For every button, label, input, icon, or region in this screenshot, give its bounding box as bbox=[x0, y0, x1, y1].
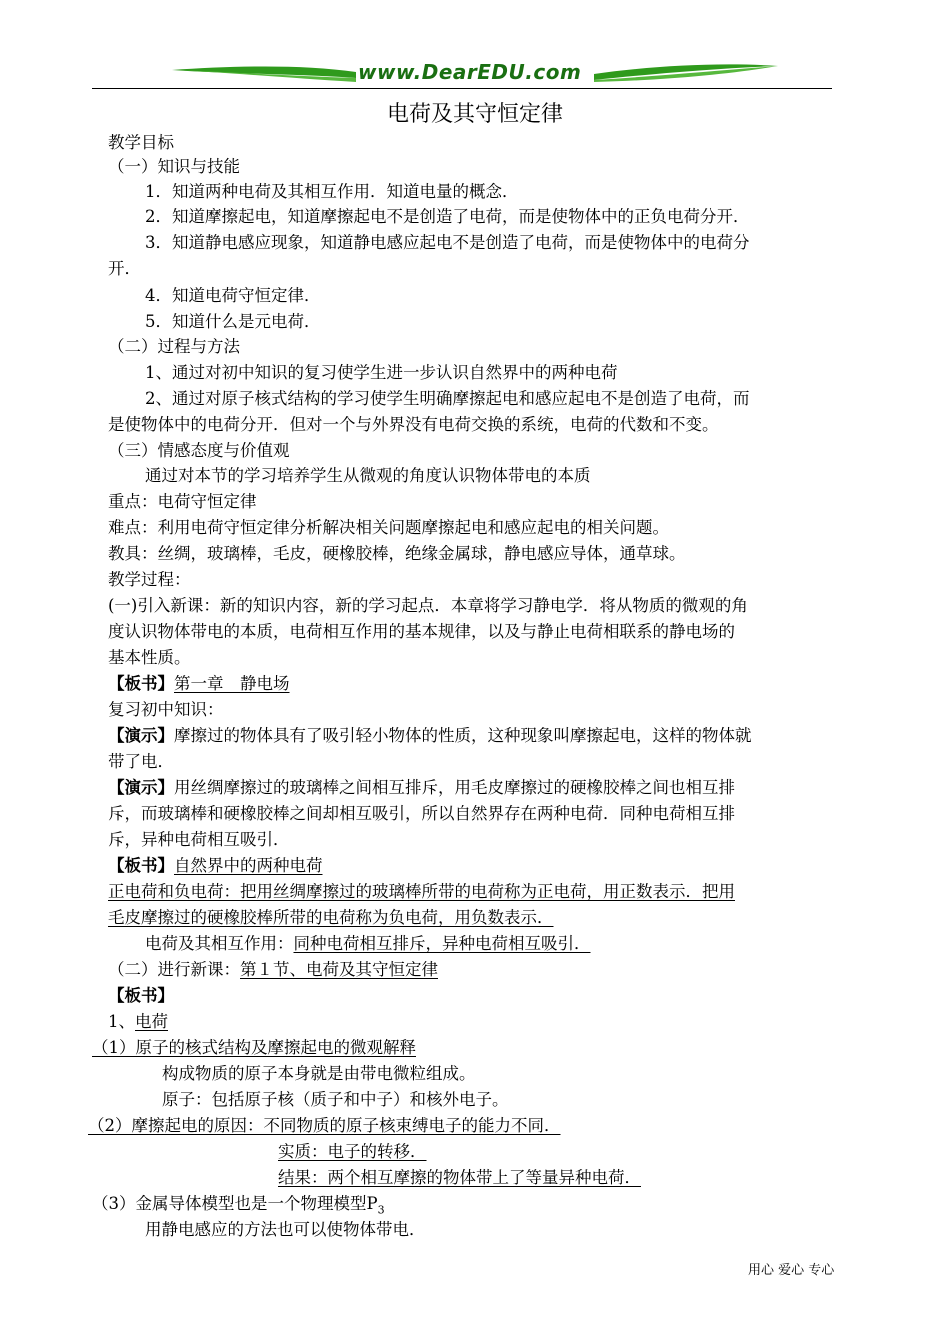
board-label: 【板书】 bbox=[108, 856, 174, 875]
line-board: 【板书】 bbox=[108, 986, 174, 1005]
line-intro-1: (一)引入新课：新的知识内容，新的学习起点．本章将学习静电学．将从物质的微观的角 bbox=[108, 596, 748, 615]
line-attitude: 通过对本节的学习培养学生从微观的角度认识物体带电的本质 bbox=[145, 466, 591, 485]
line-section-1: （一）知识与技能 bbox=[108, 157, 240, 176]
site-url: www.DearEDU.com bbox=[358, 60, 582, 84]
new-lesson-label: （二）进行新课： bbox=[108, 960, 240, 979]
line-key-point: 重点：电荷守恒定律 bbox=[108, 492, 257, 511]
line-demo-2 bbox=[108, 776, 735, 800]
line-section-3: （三）情感态度与价值观 bbox=[108, 441, 290, 460]
site-banner bbox=[170, 56, 780, 92]
line-atom-composition: 构成物质的原子本身就是由带电微粒组成。 bbox=[162, 1064, 476, 1083]
chapter-title: 第一章 静电场 bbox=[174, 674, 290, 693]
charge-number: 1、 bbox=[108, 1012, 135, 1031]
line-review: 复习初中知识： bbox=[108, 700, 224, 719]
line-demo-1 bbox=[108, 724, 752, 748]
line-positive-negative: 正电荷和负电荷：把用丝绸摩擦过的玻璃棒所带的电荷称为正电荷，用正数表示．把用 bbox=[108, 882, 735, 901]
line-friction-cause: （2）摩擦起电的原因：不同物质的原子核束缚电子的能力不同． bbox=[88, 1116, 561, 1135]
line-board-two-charges bbox=[108, 854, 323, 878]
line-demo-2-cont-2: 斥，异种电荷相互吸引． bbox=[108, 830, 290, 849]
line-goal-2: 2．知道摩擦起电，知道摩擦起电不是创造了电荷，而是使物体中的正负电荷分开． bbox=[145, 207, 750, 226]
line-intro-3: 基本性质。 bbox=[108, 648, 191, 667]
line-essence: 实质：电子的转移． bbox=[278, 1142, 427, 1161]
line-teaching-goals: 教学目标 bbox=[108, 133, 174, 152]
line-goal-4: 4．知道电荷守恒定律． bbox=[145, 286, 321, 305]
demo-label: 【演示】 bbox=[108, 778, 174, 797]
demo-label: 【演示】 bbox=[108, 726, 174, 745]
metal-model-text: （3）金属导体模型也是一个物理模型 bbox=[92, 1194, 367, 1213]
line-teaching-process: 教学过程： bbox=[108, 570, 191, 589]
line-demo-1-cont: 带了电． bbox=[108, 752, 174, 771]
line-teaching-tools: 教具：丝绸，玻璃棒，毛皮，硬橡胶棒，绝缘金属球，静电感应导体，通草球。 bbox=[108, 544, 686, 563]
section-title: 第１节、电荷及其守恒定律 bbox=[240, 960, 438, 979]
line-intro-2: 度认识物体带电的本质，电荷相互作用的基本规律，以及与静止电荷相联系的静电场的 bbox=[108, 622, 735, 641]
line-section-2: （二）过程与方法 bbox=[108, 337, 240, 356]
board-label: 【板书】 bbox=[108, 674, 174, 693]
line-induction: 用静电感应的方法也可以使物体带电． bbox=[145, 1220, 426, 1239]
line-board-chapter bbox=[108, 672, 290, 696]
line-charge-heading bbox=[108, 1010, 168, 1034]
line-difficulty: 难点：利用电荷守恒定律分析解决相关问题摩擦起电和感应起电的相关问题。 bbox=[108, 518, 669, 537]
two-charges-heading: 自然界中的两种电荷 bbox=[174, 856, 323, 875]
line-interaction bbox=[145, 932, 591, 956]
line-demo-2-cont-1: 斥，而玻璃棒和硬橡胶棒之间却相互吸引，所以自然界存在两种电荷．同种电荷相互排 bbox=[108, 804, 735, 823]
line-goal-3: 3．知道静电感应现象，知道静电感应起电不是创造了电荷，而是使物体中的电荷分 bbox=[145, 233, 750, 252]
charge-heading: 电荷 bbox=[135, 1012, 168, 1031]
line-atomic-structure: （1）原子的核式结构及摩擦起电的微观解释 bbox=[92, 1038, 416, 1057]
demo-1-text: 摩擦过的物体具有了吸引轻小物体的性质，这种现象叫摩擦起电，这样的物体就 bbox=[174, 726, 752, 745]
line-goal-5: 5．知道什么是元电荷． bbox=[145, 312, 321, 331]
line-positive-negative-cont: 毛皮摩擦过的硬橡胶棒所带的电荷称为负电荷，用负数表示． bbox=[108, 908, 554, 927]
page-ref: P bbox=[366, 1194, 378, 1213]
header-rule bbox=[92, 88, 832, 89]
interaction-rule: 同种电荷相互排斥，异种电荷相互吸引． bbox=[293, 934, 591, 953]
line-method-2-cont: 是使物体中的电荷分开．但对一个与外界没有电荷交换的系统，电荷的代数和不变。 bbox=[108, 415, 719, 434]
interaction-label: 电荷及其相互作用： bbox=[145, 934, 294, 953]
page-ref-subscript: 3 bbox=[377, 1203, 385, 1217]
line-method-1: 1、通过对初中知识的复习使学生进一步认识自然界中的两种电荷 bbox=[145, 363, 618, 382]
line-result: 结果：两个相互摩擦的物体带上了等量异种电荷． bbox=[278, 1168, 641, 1187]
line-goal-3-cont: 开． bbox=[108, 259, 141, 278]
document-title: 电荷及其守恒定律 bbox=[386, 102, 563, 127]
line-new-lesson bbox=[108, 958, 438, 982]
demo-2-text: 用丝绸摩擦过的玻璃棒之间相互排斥，用毛皮摩擦过的硬橡胶棒之间也相互排 bbox=[174, 778, 735, 797]
line-atom-parts: 原子：包括原子核（质子和中子）和核外电子。 bbox=[162, 1090, 509, 1109]
line-goal-1: 1．知道两种电荷及其相互作用．知道电量的概念． bbox=[145, 182, 519, 201]
page-footer: 用心 爱心 专心 bbox=[748, 1263, 835, 1278]
line-method-2: 2、通过对原子核式结构的学习使学生明确摩擦起电和感应起电不是创造了电荷，而 bbox=[145, 389, 750, 408]
